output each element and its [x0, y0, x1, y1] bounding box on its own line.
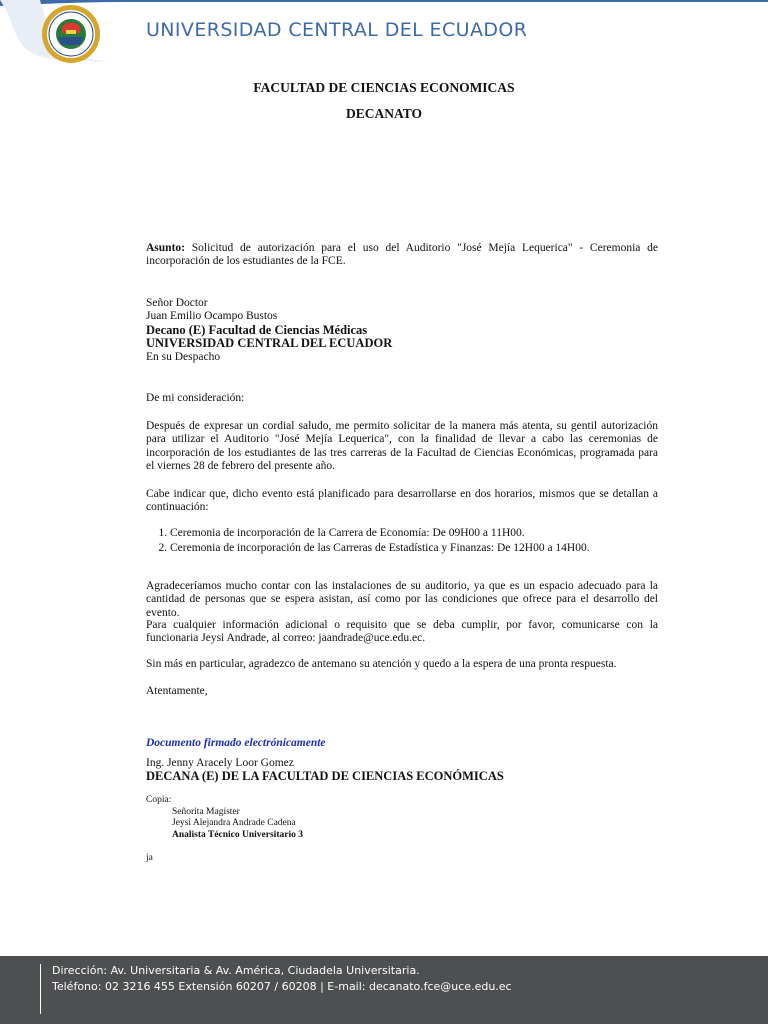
recipient-location: En su Despacho: [146, 350, 221, 363]
paragraph-contact: Para cualquier información adicional o requisito que se deba cumplir, por favor, comunicarse con la funcionaria Jeysi Andrade, al correo: jaandrade@uce.edu.ec.: [146, 619, 658, 645]
office-title: DECANATO: [345, 106, 422, 121]
letterhead: [0, 0, 768, 66]
copy-salutation: Señorita Magíster: [172, 806, 240, 817]
university-name: UNIVERSIDAD CENTRAL DEL ECUADOR: [146, 19, 528, 41]
signer-name: Ing. Jenny Aracely Loor Gomez: [146, 757, 294, 769]
subject-line: [146, 242, 658, 269]
recipient-block: [146, 297, 658, 364]
electronic-signature-note: Documento firmado electrónicamente: [146, 737, 326, 749]
copy-label: Copia:: [146, 795, 172, 805]
initials: ja: [146, 853, 153, 863]
schedule-list: [146, 527, 658, 558]
footer-divider: [40, 964, 41, 1014]
copy-block: [146, 795, 658, 841]
paragraph-thanks: Agradeceríamos mucho contar con las instalaciones de su auditorio, ya que es un espacio adecuado para la cantidad de personas que se espera asistan, así como por las condiciones que ofrece para el desarrollo del evento.: [146, 580, 658, 619]
footer: [0, 956, 768, 1024]
closing-salutation: Atentamente,: [146, 685, 208, 697]
recipient-salutation: Señor Doctor: [146, 297, 208, 309]
footer-contact: Teléfono: 02 3216 455 Extensión 60207 / 60208 | E-mail: decanato.fce@uce.edu.ec: [52, 980, 512, 993]
paragraph-schedule: Cabe indicar que, dicho evento está planificado para desarrollarse en dos horarios, mismos que se detallan a continuación:: [146, 488, 658, 514]
greeting: De mi consideración:: [146, 392, 245, 404]
footer-address: Dirección: Av. Universitaria & Av. América, Ciudadela Universitaria.: [52, 964, 420, 977]
university-seal-icon: [34, 3, 108, 65]
subject-label: Asunto:: [146, 242, 185, 254]
subject-text: Solicitud de autorización para el uso del Auditorio "José Mejía Lequerica" - Ceremonia de incorporación de los estudiantes de la FCE.: [146, 242, 658, 268]
recipient-name: Juan Emilio Ocampo Bustos: [146, 310, 278, 323]
copy-position: Analista Técnico Universitario 3: [172, 829, 303, 840]
copy-name: Jeysi Alejandra Andrade Cadena: [172, 818, 296, 828]
paragraph-closing: Sin más en particular, agradezco de antemano su atención y quedo a la espera de una pronta respuesta.: [146, 658, 617, 670]
list-item: 1. Ceremonia de incorporación de la Carrera de Economía: De 09H00 a 11H00.: [170, 527, 658, 540]
recipient-position: Decano (E) Facultad de Ciencias Médicas: [146, 322, 368, 337]
recipient-institution: UNIVERSIDAD CENTRAL DEL ECUADOR: [146, 336, 393, 351]
signer-title: DECANA (E) DE LA FACULTAD DE CIENCIAS ECONÓMICAS: [146, 769, 504, 783]
faculty-title: FACULTAD DE CIENCIAS ECONOMICAS: [253, 80, 515, 95]
list-item: 2. Ceremonia de incorporación de las Carreras de Estadística y Finanzas: De 12H00 a 14H00.: [170, 542, 658, 555]
paragraph-request: Después de expresar un cordial saludo, me permito solicitar de la manera más atenta, su gentil autorización para utilizar el Auditorio "José Mejía Lequerica", con la finalidad de llevar a cabo las ceremonias de incorporación de los estudiantes de las tres carreras de la Facultad de Ciencias Económicas, programada para el viernes 28 de febrero del presente año.: [146, 420, 658, 473]
